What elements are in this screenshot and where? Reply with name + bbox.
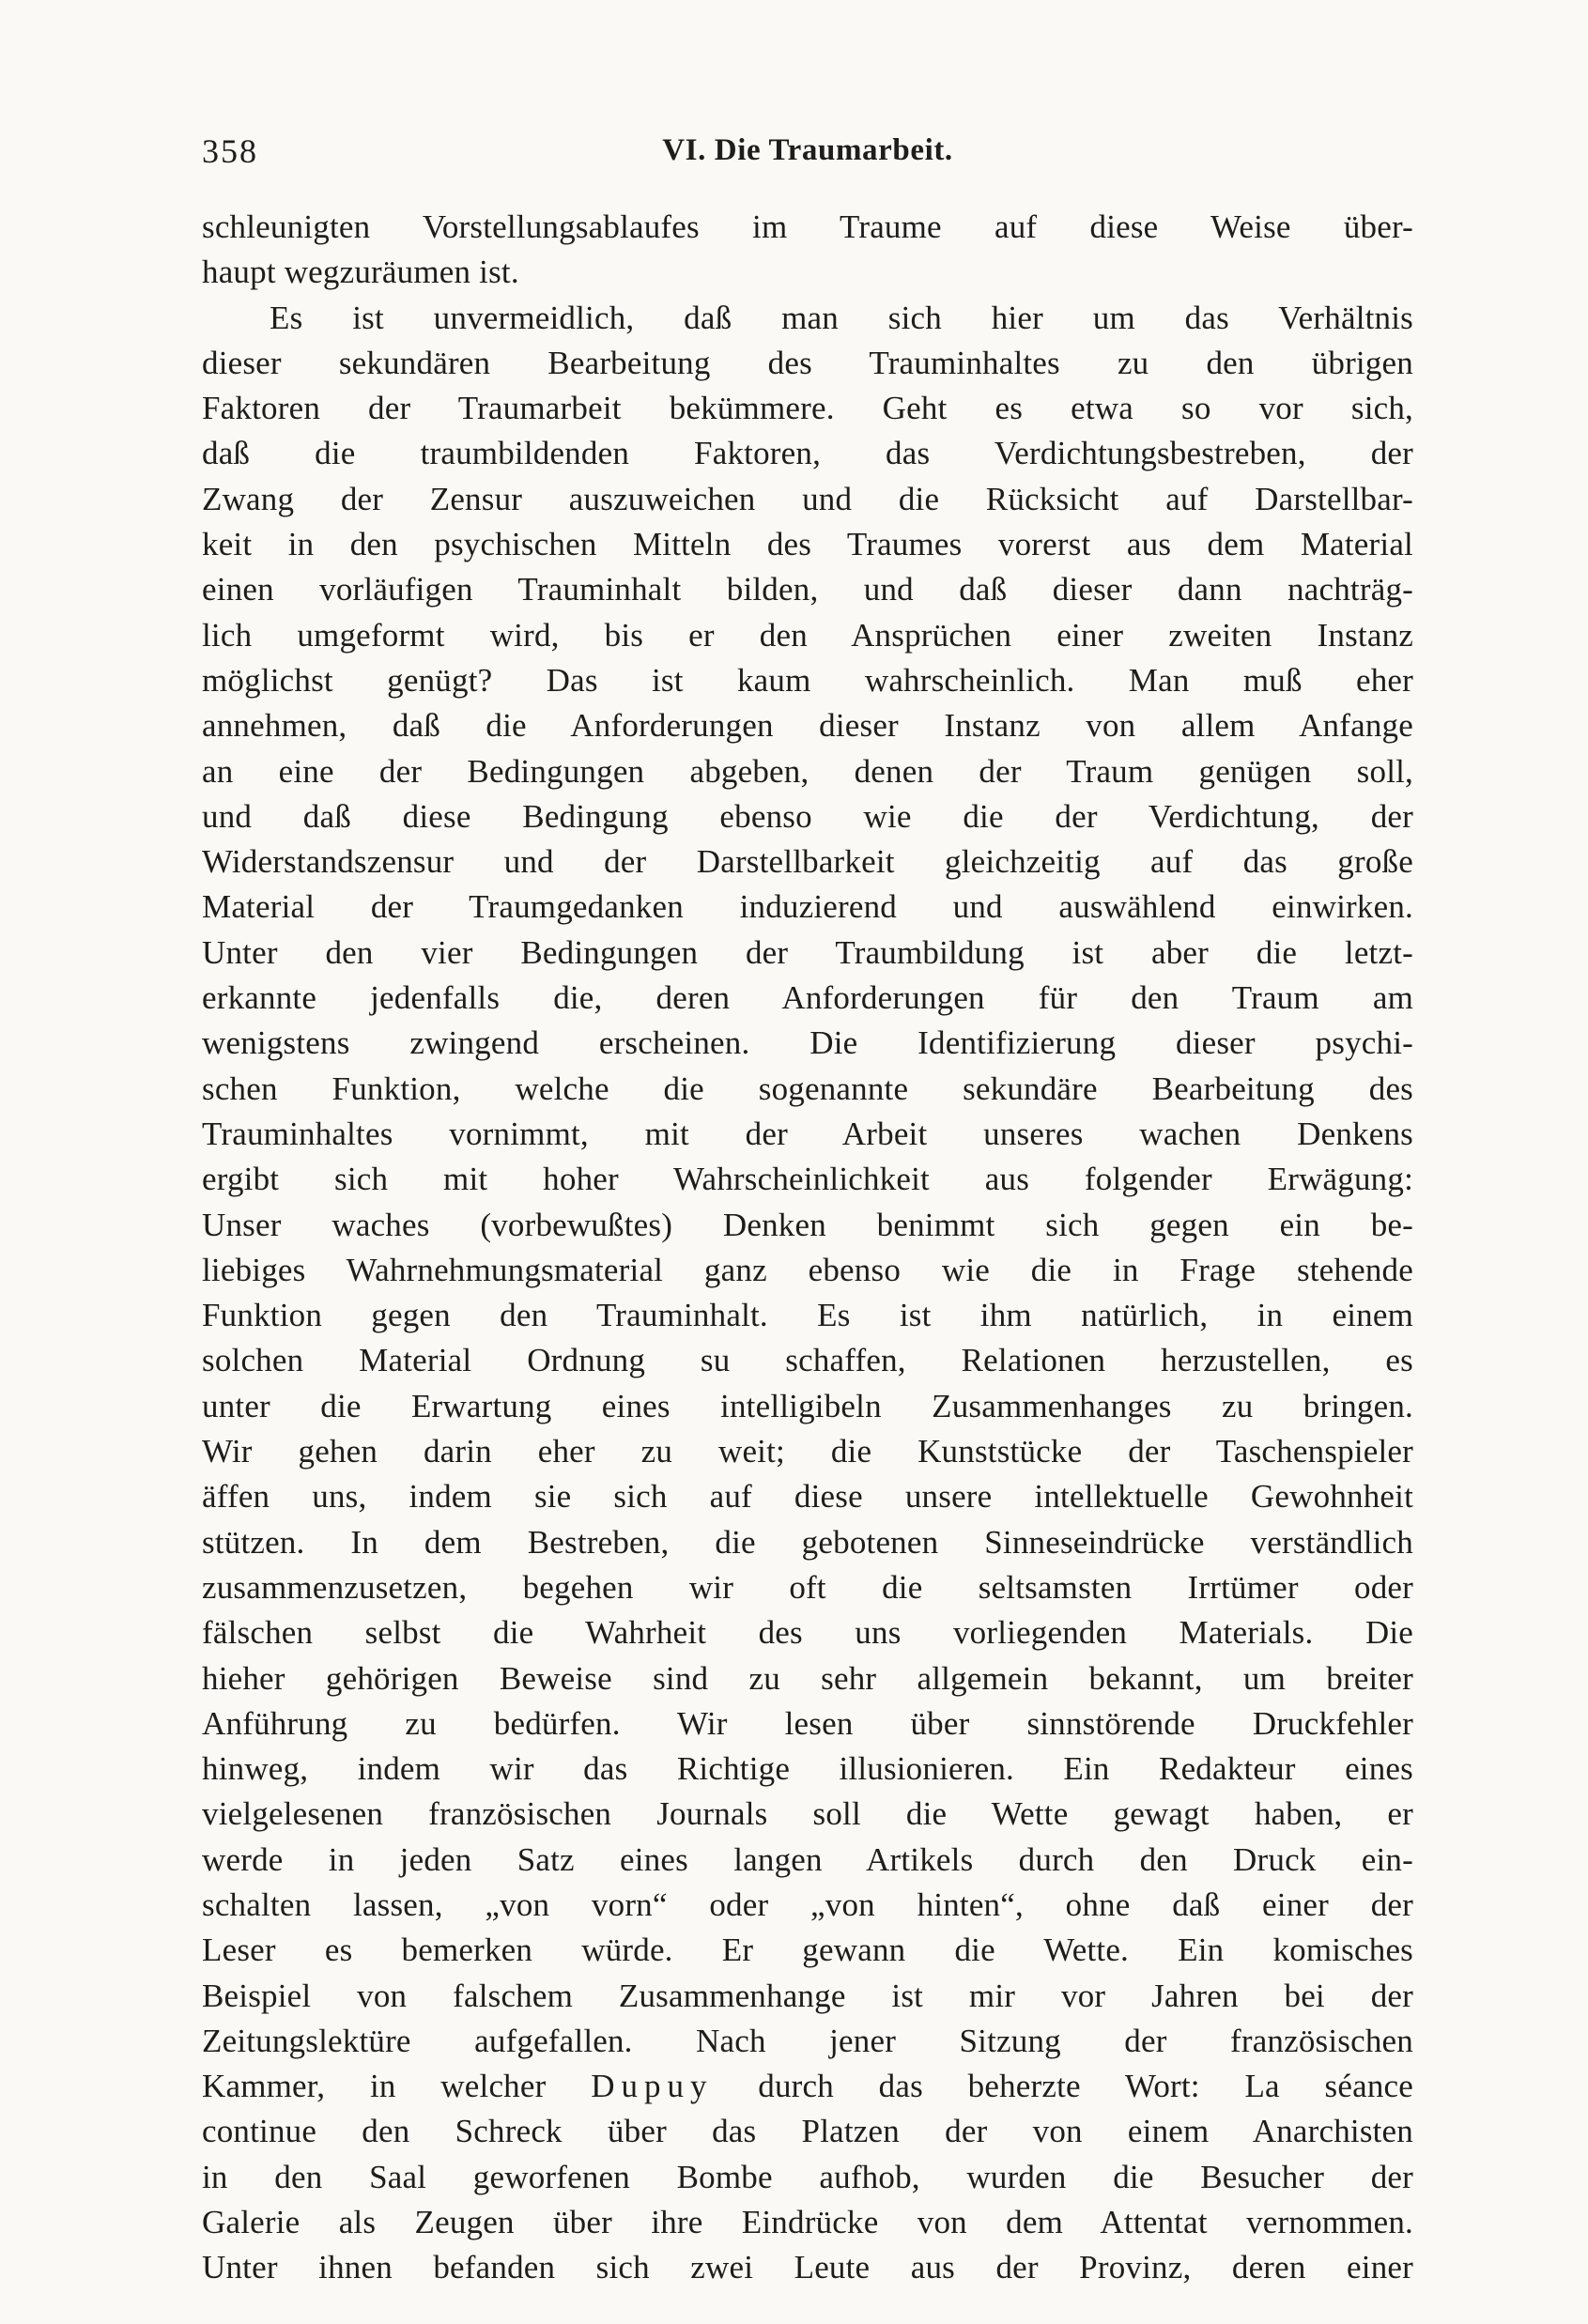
text-line: an eine der Bedingungen abgeben, denen der Traum genügen soll, — [202, 752, 1413, 790]
text-line: schen Funktion, welche die sogenannte sekundäre Bearbeitung des — [202, 1070, 1413, 1107]
text-line: zusammenzusetzen, begehen wir oft die seltsamsten Irrtümer oder — [202, 1568, 1413, 1606]
text-line: Es ist unvermeidlich, daß man sich hier um das Verhältnis — [270, 299, 1413, 336]
text-line: unter die Erwartung eines intelligibeln Zusammenhanges zu bringen. — [202, 1387, 1413, 1424]
text-line: daß die traumbildenden Faktoren, das Verdichtungsbestreben, der — [202, 435, 1413, 472]
text-line: keit in den psychischen Mitteln des Traumes vorerst aus dem Material — [202, 526, 1413, 563]
text-line: Unter den vier Bedingungen der Traumbildung ist aber die letzt- — [202, 933, 1413, 971]
text-line: Leser es bemerken würde. Er gewann die Wette. Ein komisches — [202, 1932, 1413, 1969]
text-line: annehmen, daß die Anforderungen dieser Instanz von allem Anfange — [202, 707, 1413, 745]
text-line: dieser sekundären Bearbeitung des Trauminhaltes zu den übrigen — [202, 344, 1413, 381]
text-line: vielgelesenen französischen Journals soll die Wette gewagt haben, er — [202, 1795, 1413, 1833]
page-header — [202, 130, 1413, 177]
text-line: möglichst genügt? Das ist kaum wahrscheinlich. Man muß eher — [202, 661, 1413, 699]
text-line: einen vorläufigen Trauminhalt bilden, und daß dieser dann nachträg- — [202, 571, 1413, 608]
text-line: Material der Traumgedanken induzierend und auswählend einwirken. — [202, 888, 1413, 926]
text-line: erkannte jedenfalls die, deren Anforderungen für den Traum am — [202, 979, 1413, 1017]
text-line: stützen. In dem Bestreben, die gebotenen Sinneseindrücke verständlich — [202, 1523, 1413, 1561]
text-line: in den Saal geworfenen Bombe aufhob, wurden die Besucher der — [202, 2158, 1413, 2195]
text-line: werde in jeden Satz eines langen Artikels durch den Druck ein- — [202, 1840, 1413, 1878]
text-line: Widerstandszensur und der Darstellbarkeit gleichzeitig auf das große — [202, 843, 1413, 881]
text-line: Trauminhaltes vornimmt, mit der Arbeit unseres wachen Denkens — [202, 1115, 1413, 1152]
text-line: continue den Schreck über das Platzen der von einem Anarchisten — [202, 2113, 1413, 2150]
text-line: Unter ihnen befanden sich zwei Leute aus der Provinz, deren einer — [202, 2249, 1413, 2286]
text-line: solchen Material Ordnung su schaffen, Relationen herzustellen, es — [202, 1342, 1413, 1379]
running-header: VI. Die Traumarbeit. — [662, 133, 953, 167]
text-line: Faktoren der Traumarbeit bekümmere. Geht es etwa so vor sich, — [202, 390, 1413, 427]
text-line: wenigstens zwingend erscheinen. Die Identifizierung dieser psychi- — [202, 1024, 1413, 1062]
text-block — [202, 130, 1413, 2291]
text-line: fälschen selbst die Wahrheit des uns vorliegenden Materials. Die — [202, 1614, 1413, 1652]
text-line: Zeitungslektüre aufgefallen. Nach jener Sitzung der französischen — [202, 2022, 1413, 2059]
text-line: schleunigten Vorstellungsablaufes im Traume auf diese Weise über- — [202, 208, 1413, 245]
letterspaced-name: Dupuy — [591, 2068, 714, 2105]
text-line: Unser waches (vorbewußtes) Denken benimmt sich gegen ein be- — [202, 1206, 1413, 1243]
text-line: Beispiel von falschem Zusammenhange ist mir vor Jahren bei der — [202, 1977, 1413, 2014]
text-line: lich umgeformt wird, bis er den Ansprüchen einer zweiten Instanz — [202, 616, 1413, 654]
page-number: 358 — [202, 132, 258, 170]
text-line: Kammer, in welcher Dupuy durch das beherzte Wort: La séance — [202, 2068, 1413, 2105]
text-line: liebiges Wahrnehmungsmaterial ganz ebenso wie die in Frage stehende — [202, 1251, 1413, 1288]
text-line: schalten lassen, „von vorn“ oder „von hinten“, ohne daß einer der — [202, 1885, 1413, 1923]
text-line: hieher gehörigen Beweise sind zu sehr allgemein bekannt, um breiter — [202, 1659, 1413, 1697]
text-line: ergibt sich mit hoher Wahrscheinlichkeit aus folgender Erwägung: — [202, 1161, 1413, 1198]
text-line: Zwang der Zensur auszuweichen und die Rücksicht auf Darstellbar- — [202, 480, 1413, 517]
text-line: äffen uns, indem sie sich auf diese unsere intellektuelle Gewohnheit — [202, 1478, 1413, 1516]
text-line: Galerie als Zeugen über ihre Eindrücke von dem Attentat vernommen. — [202, 2204, 1413, 2241]
text-line: Wir gehen darin eher zu weit; die Kunststücke der Taschenspieler — [202, 1433, 1413, 1470]
text-line: hinweg, indem wir das Richtige illusionieren. Ein Redakteur eines — [202, 1750, 1413, 1788]
text-line: Anführung zu bedürfen. Wir lesen über sinnstörende Druckfehler — [202, 1704, 1413, 1742]
text-line: haupt wegzuräumen ist. — [202, 254, 519, 291]
text-line: Funktion gegen den Trauminhalt. Es ist ihm natürlich, in einem — [202, 1297, 1413, 1334]
body-text — [202, 205, 1413, 2291]
text-line: und daß diese Bedingung ebenso wie die der Verdichtung, der — [202, 797, 1413, 835]
